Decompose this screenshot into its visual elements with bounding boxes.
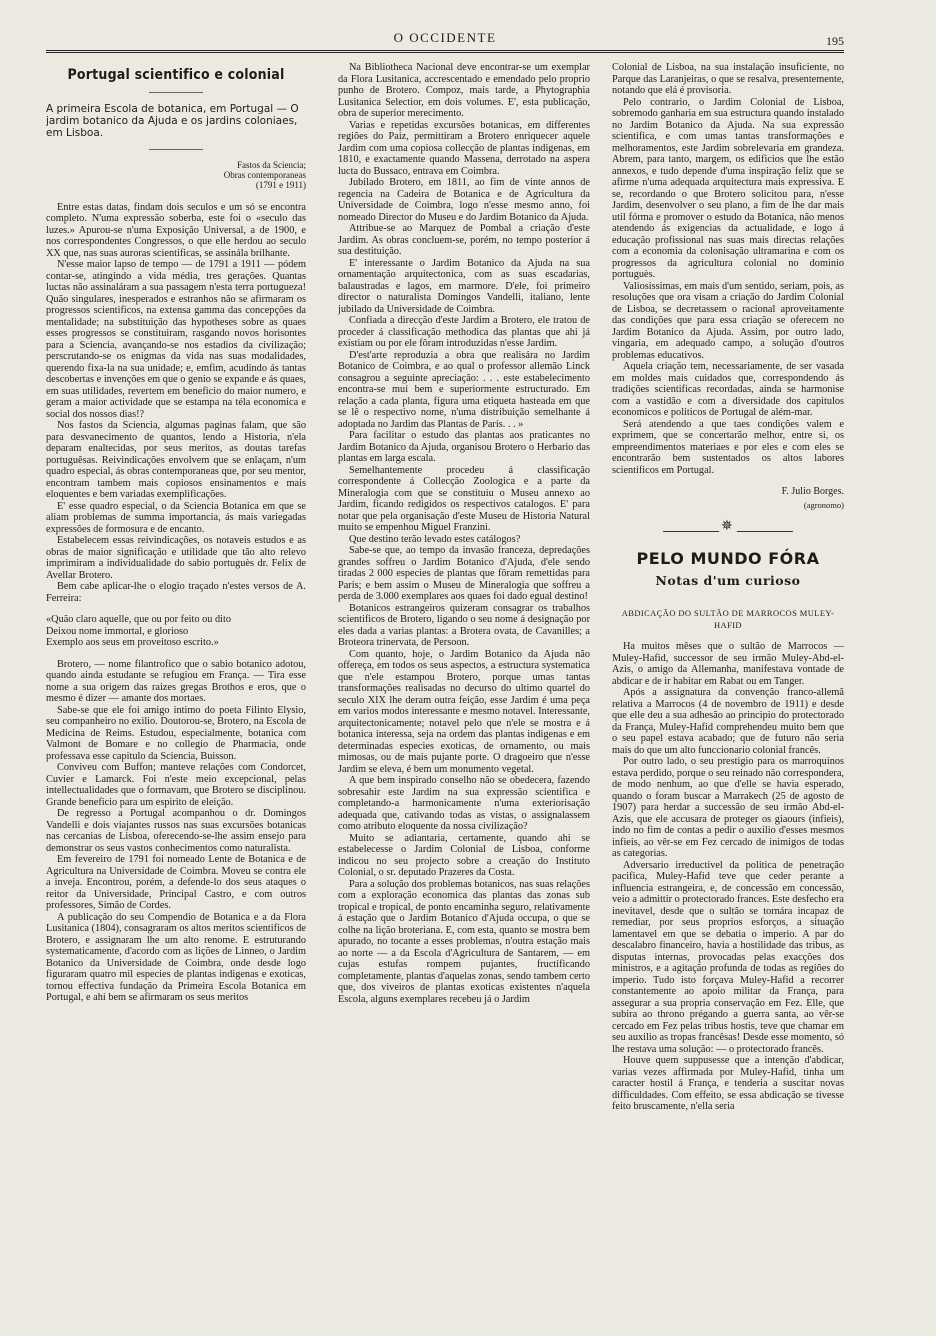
paragraph: Será atendendo a que taes condições valem e exprimem, que se concertarão melhor, entre si, os empreendimentos materiaes e por eles e com eles se encontrarão bem sustentados os altos labores scientificos em Portugal. (612, 418, 844, 476)
paragraph: De regresso a Portugal acompanhou o dr. Domingos Vandelli e dois viajantes russos nas suas excursões botanicas nas cercanias de Lisboa, oferecendo-se-lhe assim ensejo para demonstrar os seus vastos conhecimentos como naturalista. (46, 808, 306, 854)
article-title: Portugal scientifico e colonial (67, 67, 285, 83)
paragraph: Aquela criação tem, necessariamente, de ser vasada em moldes mais cuidados que, correspondendo ás tradições scientificas recordadas, ainda se harmonise com a vastidão e com a diversidade dos capitulos economicos e politicos de Portugal de além-mar. (612, 361, 844, 418)
paragraph: Sabe-se que, ao tempo da invasão franceza, depredações grandes soffreu o Jardim Botanico d'Ajuda, d'ele sendo tiradas 2 000 especies de plantas que fôram remettidas para Paris; e bem assim o Museu de Mineralogia que soffreu a perda de 3.000 exemplares aos quaes foi dado egual destino! (338, 545, 590, 602)
section-subtitle: Notas d'um curioso (655, 572, 801, 588)
paragraph: Valiosissimas, em mais d'um sentido, seriam, pois, as resoluções que ora visam a criação do Jardim Colonial de Lisboa, se decretassem o racional aproveitamente das condições que para essa criação se oferecem no Jardim Botanico da Ajuda. Assim, por outro lado, vingaria, em adequado campo, a solução d'outros problemas educativos. (612, 280, 844, 361)
paragraph: Estabelecem essas reivindicações, os notaveis estudos e as obras de maior significação e utilidade que tão alto relevo imprimiram a individualidade do sabio portuguès dr. Felix de Avellar Brotero. (46, 535, 306, 581)
paragraph: Para a solução dos problemas botanicos, nas suas relações com a exploração economica das plantas das zonas sub tropical e tropical, de ponto encaminha seguro, relativamente á estação que o Jardim Botanico d'Ajuda occupa, o que se colhe na lição broteriana. E, com esta, quanto se mostra bem apurado, no tocante a esses problemas, n'outra estação mais ao norte — a da Escola d'Agricultura de Santarem, — em cujas estufas rompem pujantes, fructificando completamente, plantas d'aquelas zonas, sendo tambem certo que, dos viveiros de plantas exoticas existentes n'aquela Escola, alguns exemplares recebeu já o Jardim (338, 878, 590, 1005)
header-rule (46, 50, 844, 53)
paragraph: Colonial de Lisboa, na sua instalação insuficiente, no Parque das Laranjeiras, o que se resalva, presentemente, notando que elá é provisoria. (612, 62, 844, 96)
periodical-title: O OCCIDENTE (393, 30, 497, 45)
paragraph: Ha muitos mêses que o sultão de Marrocos — Muley-Hafid, successor de seu irmão Muley-Abd-el-Azis, o amigo da Allemanha, manifestava vontade de abdicar e de ir habitar em Rabat ou em Tanger. (612, 641, 844, 687)
paragraph: Em fevereiro de 1791 foi nomeado Lente de Botanica e de Agricultura na Universidade de Coimbra. Moveu se contra ele a inveja. Encontrou, porém, a defende-lo dos seus ataques o reitor da Universidade, Principal Castro, e com outros professores, Simão de Cordes. (46, 854, 306, 911)
paragraph: Pelo contrario, o Jardim Colonial de Lisboa, sobremodo ganharia em sua estructura quando instalado no Jardim Botanico da Ajuda. Na sua expressão scientifica, e com umas tantas transformações e melhoramentos, este Jardim sobrelevaria em grandeza. Abrem, para tanto, margem, os edificios que lhe estão annexos, e tudo depende d'uma inspiração feliz que se afirme n'uma adequada arquitectura mais expressiva. E se, recordando o que Brotero solicitou para, n'esse Jardim, desenvolver o seu plano, a fim de lhe dar mais util fórma e promover o estudo da Botanica, não menos atendendo ás exigencias da actualidade, e logo á educação profissional nas suas mais directas relações com a economia da colonisação ultramarina e com os progressos da agricultura colonial no dominio portuguès. (612, 96, 844, 280)
ornament-line (737, 531, 793, 532)
paragraph: E' esse quadro especial, o da Sciencia Botanica em que se aliam problemas de summa importancia, ás mais variegadas expressões de formosura e de encanto. (46, 500, 306, 535)
verse-line: Deixou nome immortal, e glorioso (46, 625, 189, 637)
epigraph-line: Obras contemporaneas (223, 169, 306, 180)
paragraph: Sabe-se que ele foi amigo intimo do poeta Filinto Elysio, seu companheiro no exilio. Doutorou-se, Brotero, na Escola de Medicina de Reims. Estudou, especialmente, botanica com Valmont de Bomare e no collegio de Pharmacia, onde professava esse capitulo da Sciencia, Buisson. (46, 704, 306, 762)
divider (149, 92, 203, 93)
epigraph (46, 160, 306, 190)
paragraph: Adversario irreductivel da politica de penetração pacifica, Muley-Hafid teve que ceder perante a influencia estrangeira, e, de concessão em concessão, veio a admittir o protectorado frances. Este desfecho era inevitavel, desde que o sultão se tornára incapaz de remediar, por seus proprios esforços, a situação lamentavel em que se debatia o imperio. A par do descalabro financeiro, havia a hostilidade das tribus, as disputas internas, provocadas pelas exacções dos ministros, e a agitação profunda de todas as regiões do imperio. Tudo isto forçava Muley-Hafid a recorrer constantemente ao apoio militar da França, para assegurar a sua propria conservação em Fez. Elle, que subira ao throno prégando a guerra santa, ao vêr-se cercado em Fez pelas tribus hostis, teve que chamar em seu auxilio as tropas francêsas! Desde esse momento, só lhe restava uma solução: — o protectorado francês. (612, 859, 844, 1055)
verse-line: Exemplo aos seus em proveitoso escrito.» (46, 637, 219, 648)
paragraph: Por outro lado, o seu prestigio para os marroquinos estava perdido, porque o seu reinado não correspondera, de modo nenhum, ao que d'elle se havia esperado, quando o foram buscar a Marrakech (25 de agosto de 1907) para herdar a successão de seu irmão Abd-el-Azis, que ele accusara de proteger os giaours (infieis), indo no fim de contas a pedir o auxilio d'esses mesmos infieis, ao vêr-se em Fez cercado de inimigos de todas as categorias. (612, 756, 844, 859)
epigraph-line: Fastos da Sciencia; (237, 159, 306, 170)
paragraph: Na Bibliotheca Nacional deve encontrar-se um exemplar da Flora Lusitanica, accrescentado e emendado pelo proprio punho de Brotero. Compoz, mais tarde, a Phytographia Lusitanica Selectior, em dois volumes. E', esta publicação, obra de superior merecimento. (338, 62, 590, 119)
author-name: F. Julio Borges. (781, 486, 844, 497)
paragraph: Que destino terão levado estes catálogos? (349, 533, 521, 545)
paragraph: A publicação do seu Compendio de Botanica e a da Flora Lusitanica (1804), consagraram os altos meritos scientificos de Brotero, e assignaram lhe um alto renome. E estruturando systematicamente, d'acordo com as lições de Linneo, o Jardim Botanico da Universidade de Coimbra, onde desde logo figuraram quatro mil especies de plantas indigenas e exoticas, tornou effectiva fundação da Primeira Escola Botanica em Portugal, e ahi bem se afirmaram os seus meritos (46, 911, 306, 1003)
paragraph: Para facilitar o estudo das plantas aos praticantes no Jardim Botanico da Ajuda, organisou Brotero o Herbario das plantas em larga escala. (338, 430, 590, 464)
paragraph: Nos fastos da Sciencia, algumas paginas falam, que são para desvanecimento de quantos, lendo a Historia, n'ela deparam enaltecidas, por seus meritos, as doutas tarefas portuguêsas. Reivindicações envolvem que se enlaçam, n'um quadro especial, ás obras contemporaneas que, por seu mentor, encontram tambem mais copiosos ensinamentos e mais eloquentes e bem variadas exemplificações. (46, 420, 306, 500)
paragraph: Houve quem suppusesse que a intenção d'abdicar, varias vezes affirmada por Muley-Hafid, tinha um caracter hostil á França, e tenderia a suscitar novas difficuldades. Com effeito, se essa abdicação se tivesse feito bruscamente, n'ella seria (612, 1055, 844, 1112)
verse-line: «Quão claro aquelle, que ou por feito ou dito (46, 614, 232, 625)
page-number: 195 (826, 34, 844, 48)
paragraph: Botanicos estrangeiros quizeram consagrar os trabalhos scientificos de Brotero, ligando o seu nome á designação por eles dada a varias plantas: a Brotera ovata, de Cavanilles; a Broteora trinervata, de Persoon. (338, 602, 590, 648)
paragraph: Confiada a direcção d'este Jardim a Brotero, ele tratou de proceder á classificação methodica das plantas que ahi já existiam ou por ele fôram introduzidas n'esse Jardim. (338, 315, 590, 349)
divider (149, 149, 203, 150)
page-header (46, 30, 844, 52)
author-signature (612, 486, 844, 511)
news-heading: ABDICAÇÃO DO SULTÃO DE MARROCOS MULEY-HAFID (621, 608, 835, 630)
paragraph: Varias e repetidas excursões botanicas, em differentes regiões do Paiz, permittiram a Brotero enriquecer aquele Jardim com uma copiosa collecção de plantas indigenas, em 1810, e exactamente quando Massena, derrotado na aspera lucta do Bussaco, entrava em Coimbra. (338, 119, 590, 177)
paragraph: Brotero, — nome filantrofico que o sabio botanico adotou, quando ainda estudante se refugiou em França. — Tira esse nome a sua origem das raizes gregas Brothos e eros, que o mesmo é dizer — amante dos mortaes. (46, 658, 306, 704)
article-subtitle: A primeira Escola de botanica, em Portugal — O jardim botanico da Ajuda e os jardins coloniaes, em Lisboa. (46, 102, 299, 139)
column-3 (612, 62, 844, 1334)
column-2 (338, 62, 590, 1334)
paragraph: D'est'arte reproduzia a obra que realisára no Jardim Botanico de Coimbra, e ao qual o professor allemão Linck consagrou a seguinte apreciação: . . . este estabelecimento encontra-se muí bem e superiormente estructurado. Em relação a cada planta, figura uma etiqueta hasteada em que se lê o respectivo nome, n'uma distribuição semelhante á adoptada no Jardim das Plantas de Paris. . . » (338, 349, 590, 430)
paragraph: Muito se adiantaria, certamente, quando ahi se estabelecesse o Jardim Colonial de Lisboa, conforme indicou no seu projecto sobre a creação do Instituto Colonial, o sr. deputado Prazeres da Costa. (338, 832, 590, 878)
paragraph: Jubilado Brotero, em 1811, ao fim de vinte annos de regencia na Cadeira de Botanica e de Agricultura da Universidade de Coimbra, logo n'esse mesmo anno, foi nomeado Director do Museu e do Jardim Botanico da Ajuda. (338, 177, 590, 223)
section-title: PELO MUNDO FÓRA (636, 549, 820, 568)
ornament-line (663, 531, 719, 532)
verse-quote (46, 614, 306, 649)
paragraph: Entre estas datas, findam dois seculos e um só se encontra completo. N'uma expressão soberba, este foi o «seculo das luzes.» Apurou-se n'uma Exposição Universal, a de 1900, e nos correspondentes Congressos, o que elle herdou ao seculo XX que, nas suas auroras scientificas, se assinála brilhante. (46, 201, 306, 259)
paragraph: Com quanto, hoje, o Jardim Botanico da Ajuda não offereça, em todos os seus aspectos, a estructura systematica que n'ele estampou Brotero, porque umas tantas transformações realisadas no decurso do ultimo quartel do seculo XIX lhe deram outra feição, esse Jardim é uma peça em varios modos interessante e mesmo notavel. Interessante, arquitectonicamente; notavel pelo que n'ele se mostra e á botanica interessa, seja na ordem das plantas indigenas e em determinadas especies exoticas, de ornamento, ou mais mimosas, ou de mais pujante porte. O dragoeiro que n'esse Jardim se eleva, é bem um monumento vegetal. (338, 648, 590, 775)
paragraph: Após a assignatura da convenção franco-allemã relativa a Marrocos (4 de novembro de 1911) e desde que elle deu a sua adhesão ao principio do protectorado da França, Muley-Hafid comprehendeu muito bem que o seu papel estava acabado; que de futuro não seria mais do que um alto funccionario colonial francês. (612, 687, 844, 756)
paragraph: Semelhantemente procedeu á classificação correspondente á Collecção Zoologica e a parte da Mineralogia com que se constituiu o Museu annexo ao Jardim, ficando redigidos os respectivos catalogos. E' para notar que pela organisação d'este Museu de Historia Natural muito se empenhou Miguel Franzini. (338, 464, 590, 533)
column-1 (46, 62, 306, 1334)
author-role: (agronomo) (803, 499, 844, 510)
epigraph-line: (1791 e 1911) (255, 179, 306, 190)
ornament-divider (663, 519, 793, 537)
paragraph: N'esse maior lapso de tempo — de 1791 a 1911 — pódem contar-se, atingindo a vida média, tres gerações. Quantas luctas não assinaláram a sua passagem n'esta terra portugueza! Quão singulares, inesperados e estranhos não se afirmaram os progressos scientificos, na extensa gamma das concepções da mentalidade; na substituição das hypotheses sobre as quaes esses progressos se constituiram, rasgando novos horisontes para a Sciencia, avançando-se nos estadios da civilização; perscrutando-se os enigmas da vida nas suas modalidades, querendo fixa-la na sua unidade; e, emfim, acudindo ás tantas descobertas e invenções em que o genio se expande e ás quaes, em suas utilidades, revertem em beneficio do maior numero, e geram a maior actividade que se estampa na téla economica e social dos nossos dias!? (46, 259, 306, 420)
paragraph: Bem cabe aplicar-lhe o elogio traçado n'estes versos de A. Ferreira: (46, 581, 306, 604)
paragraph: Conviveu com Buffon; manteve relações com Condorcet, Cuvier e Lamarck. Foi n'este meio excepcional, pelas intellectualidades que o formavam, que Brotero se disciplinou. Grande beneficio para um espirito de eleição. (46, 762, 306, 808)
paragraph: A que bem inspirado conselho não se obedecera, fazendo sobresahir este Jardim na sua expressão scientifica e completando-a harmonicamente n'uma exteriorisação adequada que, cativando todas as vistas, o assignalassem como atributo eloquente da nossa civilização? (338, 775, 590, 832)
paragraph: E' interessante o Jardim Botanico da Ajuda na sua ornamentação arquitectonica, com as suas escadarias, balaustradas e lagos, em marmore. D'ele, foi primeiro director o naturalista Domingos Vandelli, italiano, lente jubilado da Universidade de Coimbra. (338, 257, 590, 315)
paragraph: Attribue-se ao Marquez de Pombal a criação d'este Jardim. As obras concluem-se, porém, no tempo posterior á sua destituição. (338, 223, 590, 257)
ornament-star-icon: ✵ (721, 519, 733, 534)
